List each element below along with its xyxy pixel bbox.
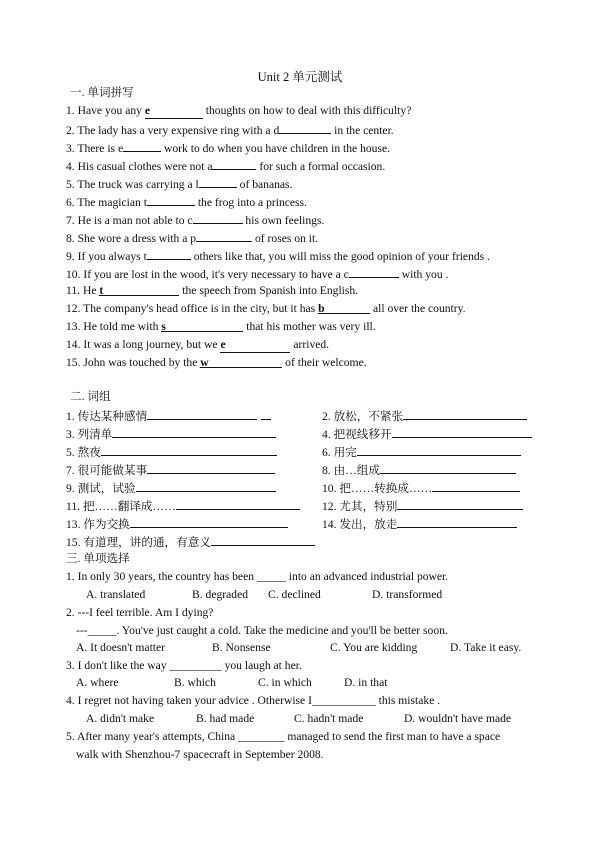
mc2-option-a[interactable]: A. It doesn't matter [76, 641, 166, 654]
answer-blank[interactable] [147, 248, 191, 260]
phrase-item-12: 12. 尤其，特别 [322, 498, 523, 514]
spelling-question-6: 6. The magician t the frog into a princess. [66, 196, 307, 209]
answer-blank[interactable] [147, 408, 257, 420]
answer-blank[interactable]: w [200, 356, 282, 368]
phrase-item-3: 3. 列清单 [66, 426, 276, 442]
answer-blank[interactable] [123, 140, 161, 152]
answer-blank[interactable] [147, 462, 275, 474]
answer-blank[interactable] [397, 516, 517, 528]
spelling-question-14: 14. It was a long journey, but we e arrived. [66, 338, 330, 351]
answer-blank[interactable] [101, 444, 277, 456]
answer-blank[interactable] [193, 212, 243, 224]
answer-blank[interactable] [403, 408, 527, 420]
answer-blank[interactable] [380, 462, 516, 474]
spelling-question-10: 10. If you are lost in the wood, it's very necessary to have a c with you . [66, 268, 449, 281]
spelling-question-4: 4. His casual clothes were not a for such a formal occasion. [66, 160, 386, 173]
answer-blank[interactable] [349, 266, 399, 278]
mc-question-3: 3. I don't like the way _________ you laugh at her. [66, 659, 302, 672]
phrase-item-11: 11. 把……翻译成…… [66, 498, 300, 514]
mc4-option-d[interactable]: D. wouldn't have made [404, 712, 512, 725]
answer-blank[interactable]: e [145, 104, 203, 119]
phrase-item-1: 1. 传达某种感情 [66, 408, 271, 424]
phrase-item-14: 14. 发出，放走 [322, 516, 517, 532]
answer-blank[interactable] [212, 158, 256, 170]
mc2-option-c[interactable]: C. You are kidding [330, 641, 418, 654]
mc-question-4: 4. I regret not having taken your advice . Otherwise I___________ this mistake . [66, 694, 441, 707]
answer-blank[interactable]: b [318, 302, 370, 314]
answer-blank[interactable]: t [99, 284, 179, 296]
answer-blank[interactable] [199, 176, 237, 188]
phrase-item-6: 6. 用完 [322, 444, 521, 460]
mc2-option-b[interactable]: B. Nonsense [212, 641, 271, 654]
answer-blank[interactable] [392, 426, 532, 438]
answer-blank[interactable] [130, 516, 288, 528]
answer-blank[interactable] [261, 408, 271, 420]
answer-blank[interactable] [196, 230, 252, 242]
mc2-option-d[interactable]: D. Take it easy. [450, 641, 522, 654]
answer-blank[interactable] [279, 122, 331, 134]
phrase-item-5: 5. 熬夜 [66, 444, 277, 460]
phrase-item-15: 15. 有道理，讲的通，有意义 [66, 534, 315, 550]
spelling-question-5: 5. The truck was carrying a l of bananas. [66, 178, 293, 191]
answer-blank[interactable] [432, 480, 520, 492]
answer-blank[interactable] [397, 498, 523, 510]
phrase-item-4: 4. 把视线移开 [322, 426, 532, 442]
mc1-option-c[interactable]: C. declined [268, 588, 321, 601]
mc3-option-b[interactable]: B. which [174, 676, 216, 689]
answer-blank[interactable]: s [161, 320, 243, 332]
answer-blank[interactable] [211, 534, 315, 546]
mc3-option-a[interactable]: A. where [76, 676, 119, 689]
phrase-item-2: 2. 放松，不紧张 [322, 408, 527, 424]
section-heading-multiple-choice: 三. 单项选择 [66, 552, 130, 565]
mc4-option-a[interactable]: A. didn't make [86, 712, 155, 725]
mc-question-5: 5. After many year's attempts, China ________ managed to send the first man to have a space [66, 730, 501, 743]
page-title: Unit 2 单元测试 [257, 70, 343, 84]
mc3-option-d[interactable]: D. in that [344, 676, 388, 689]
spelling-question-3: 3. There is e work to do when you have children in the house. [66, 142, 391, 155]
spelling-question-7: 7. He is a man not able to c his own feelings. [66, 214, 325, 227]
spelling-question-12: 12. The company's head office is in the city, but it has b all over the country. [66, 302, 466, 315]
phrase-item-8: 8. 由…组成 [322, 462, 516, 478]
spelling-question-9: 9. If you always t others like that, you will miss the good opinion of your friends . [66, 250, 490, 263]
spelling-question-13: 13. He told me with s that his mother was very ill. [66, 320, 376, 333]
phrase-item-13: 13. 作为交换 [66, 516, 288, 532]
spelling-question-1: 1. Have you any e thoughts on how to deal with this difficulty? [66, 104, 412, 117]
phrase-item-9: 9. 测试，试验 [66, 480, 276, 496]
spelling-question-11: 11. He t the speech from Spanish into English. [66, 284, 359, 297]
answer-blank[interactable]: e [220, 338, 290, 353]
mc3-option-c[interactable]: C. in which [258, 676, 312, 689]
answer-blank[interactable] [112, 426, 276, 438]
section-heading-spelling: 一. 单词拼写 [70, 86, 134, 99]
answer-blank[interactable] [357, 444, 521, 456]
answer-blank[interactable] [136, 480, 276, 492]
mc4-option-b[interactable]: B. had made [196, 712, 255, 725]
answer-blank[interactable] [176, 498, 300, 510]
mc-question-5-continued: walk with Shenzhou-7 spacecraft in September 2008. [76, 748, 324, 761]
mc1-option-b[interactable]: B. degraded [192, 588, 249, 601]
mc4-option-c[interactable]: C. hadn't made [294, 712, 364, 725]
mc-question-2-reply: ---_____. You've just caught a cold. Take the medicine and you'll be better soon. [76, 624, 448, 637]
mc1-option-a[interactable]: A. translated [86, 588, 146, 601]
section-heading-phrases: 二. 词组 [70, 390, 111, 403]
mc-question-2: 2. ---I feel terrible. Am I dying? [66, 606, 214, 619]
spelling-question-2: 2. The lady has a very expensive ring with a d in the center. [66, 124, 394, 137]
mc-question-1: 1. In only 30 years, the country has been _____ into an advanced industrial power. [66, 570, 449, 583]
spelling-question-15: 15. John was touched by the w of their welcome. [66, 356, 367, 369]
mc1-option-d[interactable]: D. transformed [372, 588, 443, 601]
phrase-item-7: 7. 很可能做某事 [66, 462, 275, 478]
answer-blank[interactable] [147, 194, 195, 206]
spelling-question-8: 8. She wore a dress with a p of roses on it. [66, 232, 319, 245]
phrase-item-10: 10. 把……转换成…… [322, 480, 520, 496]
